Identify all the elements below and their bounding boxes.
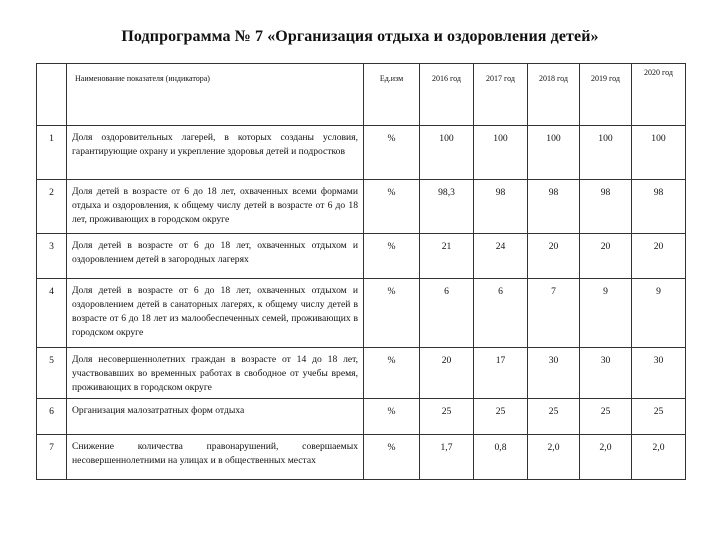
- table-row: [37, 234, 686, 279]
- row-value-2019: 9: [580, 279, 632, 348]
- row-unit: %: [364, 435, 420, 480]
- row-name: Доля детей в возрасте от 6 до 18 лет, охваченных всеми формами отдыха и оздоровления, к общему числу детей в возрасте от 6 до 18 лет, проживающих в городском округе: [67, 180, 364, 234]
- row-value-2016: 100: [420, 126, 474, 180]
- row-num: 4: [37, 279, 67, 348]
- row-unit: %: [364, 399, 420, 435]
- row-value-2019: 20: [580, 234, 632, 279]
- table-row: [37, 180, 686, 234]
- row-unit: %: [364, 126, 420, 180]
- table-row: [37, 126, 686, 180]
- indicators-table: [36, 63, 686, 480]
- row-name: Снижение количества правонарушений, совершаемых несовершеннолетними на улицах и в общественных местах: [67, 435, 364, 480]
- row-value-2020: 100: [632, 126, 686, 180]
- row-name: Доля детей в возрасте от 6 до 18 лет, охваченных отдыхом и оздоровлением детей в загородных лагерях: [67, 234, 364, 279]
- row-value-2018: 25: [528, 399, 580, 435]
- header-name: Наименование показателя (индикатора): [67, 64, 364, 126]
- row-value-2017: 0,8: [474, 435, 528, 480]
- row-value-2018: 2,0: [528, 435, 580, 480]
- row-value-2019: 100: [580, 126, 632, 180]
- header-year-2017: 2017 год: [474, 64, 528, 126]
- page-title: Подпрограмма № 7 «Организация отдыха и оздоровления детей»: [121, 28, 599, 45]
- row-num: 1: [37, 126, 67, 180]
- row-name: Доля детей в возрасте от 6 до 18 лет, охваченных отдыхом и оздоровлением детей в санаторных лагерях, к общему числу детей в возрасте от 6 до 18 лет из малообеспеченных семей, проживающих в городском округе: [67, 279, 364, 348]
- row-value-2020: 2,0: [632, 435, 686, 480]
- row-num: 6: [37, 399, 67, 435]
- row-unit: %: [364, 348, 420, 399]
- header-year-2020: 2020 год: [632, 64, 686, 126]
- row-value-2016: 25: [420, 399, 474, 435]
- row-num: 7: [37, 435, 67, 480]
- row-value-2018: 98: [528, 180, 580, 234]
- table-row: [37, 348, 686, 399]
- row-value-2016: 21: [420, 234, 474, 279]
- row-value-2020: 98: [632, 180, 686, 234]
- row-value-2017: 6: [474, 279, 528, 348]
- row-value-2020: 20: [632, 234, 686, 279]
- row-value-2019: 25: [580, 399, 632, 435]
- row-unit: %: [364, 234, 420, 279]
- row-value-2019: 2,0: [580, 435, 632, 480]
- table-row: [37, 435, 686, 480]
- row-value-2017: 25: [474, 399, 528, 435]
- row-value-2018: 30: [528, 348, 580, 399]
- row-num: 3: [37, 234, 67, 279]
- table-row: [37, 399, 686, 435]
- row-value-2016: 6: [420, 279, 474, 348]
- row-value-2020: 30: [632, 348, 686, 399]
- header-year-2018: 2018 год: [528, 64, 580, 126]
- row-unit: %: [364, 180, 420, 234]
- row-value-2017: 24: [474, 234, 528, 279]
- row-value-2016: 98,3: [420, 180, 474, 234]
- table-header-row: [37, 64, 686, 126]
- header-year-2016: 2016 год: [420, 64, 474, 126]
- row-value-2017: 100: [474, 126, 528, 180]
- row-value-2018: 20: [528, 234, 580, 279]
- row-name: Доля оздоровительных лагерей, в которых созданы условия, гарантирующие охрану и укрепление здоровья детей и подростков: [67, 126, 364, 180]
- row-value-2019: 30: [580, 348, 632, 399]
- row-value-2016: 1,7: [420, 435, 474, 480]
- row-name: Доля несовершеннолетних граждан в возрасте от 14 до 18 лет, участвовавших во временных работах в свободное от учебы время, проживающих в городском округе: [67, 348, 364, 399]
- row-num: 2: [37, 180, 67, 234]
- row-value-2018: 100: [528, 126, 580, 180]
- header-year-2019: 2019 год: [580, 64, 632, 126]
- row-value-2018: 7: [528, 279, 580, 348]
- table-row: [37, 279, 686, 348]
- row-name: Организация малозатратных форм отдыха: [67, 399, 364, 435]
- row-value-2016: 20: [420, 348, 474, 399]
- header-unit: Ед.изм: [364, 64, 420, 126]
- row-value-2020: 9: [632, 279, 686, 348]
- row-value-2017: 98: [474, 180, 528, 234]
- row-value-2017: 17: [474, 348, 528, 399]
- row-value-2020: 25: [632, 399, 686, 435]
- row-value-2019: 98: [580, 180, 632, 234]
- row-num: 5: [37, 348, 67, 399]
- row-unit: %: [364, 279, 420, 348]
- header-num: [37, 64, 67, 126]
